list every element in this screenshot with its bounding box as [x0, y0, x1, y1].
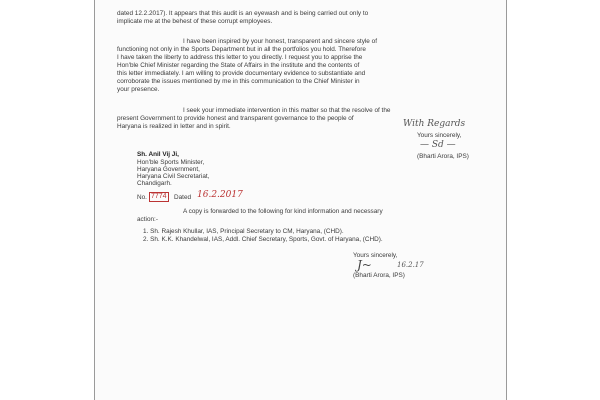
text-line: this letter immediately. I am willing to provide documentary evidence to substantiate and	[117, 70, 366, 77]
handwritten-regards: With Regards	[403, 119, 466, 129]
text-line: functioning not only in the Sports Department but in all the portfolios you hold. Therefore	[117, 46, 366, 53]
text-line: Hon'ble Chief Minister regarding the State of Affairs in the institute and the contents of	[117, 62, 360, 69]
text-line: corroborate the issues mentioned by me in this communication to the Chief Minister in	[117, 78, 360, 85]
addressee-line: Hon'ble Sports Minister,	[137, 159, 205, 166]
signatory-name: (Bharti Arora, IPS)	[353, 272, 405, 279]
text-line: dated 12.2.2017). It appears that this audit is an eyewash and is being carried out only to	[117, 10, 369, 17]
text-line: implicate me at the behest of these corrupt employees.	[117, 18, 273, 25]
copy-item: 1. Sh. Rajesh Khullar, IAS, Principal Secretary to CM, Haryana, (CHD).	[143, 228, 344, 235]
addressee-line: Chandigarh.	[137, 180, 172, 187]
dated-label: Dated	[174, 194, 192, 201]
closing-text: Yours sincerely,	[353, 252, 398, 259]
closing-text: Yours sincerely,	[417, 132, 462, 139]
text-line: I have taken the liberty to address this letter to you directly. I request you to apprise the	[117, 54, 363, 61]
addressee-line: Sh. Anil Vij Ji,	[137, 151, 179, 158]
scan-border-right	[506, 0, 507, 400]
dated-value: 16.2.2017	[197, 190, 243, 200]
signature-mark: — Sd —	[420, 140, 456, 150]
signature-date: 16.2.17	[397, 261, 424, 269]
no-label: No.	[137, 194, 147, 201]
text-line: I have been inspired by your honest, transparent and sincere style of	[183, 38, 377, 45]
signatory-name: (Bharti Arora, IPS)	[417, 153, 469, 160]
text-line: Haryana is realized in letter and in spirit.	[117, 123, 231, 130]
text-line: I seek your immediate intervention in this matter so that the resolve of the	[183, 107, 391, 114]
text-line: present Government to provide honest and transparent governance to the people of	[117, 115, 354, 122]
no-value-stamp: 7774	[151, 193, 167, 200]
signature-scribble: J~	[357, 258, 372, 272]
letter-page	[95, 0, 506, 400]
addressee-line: Haryana Civil Secretariat,	[137, 173, 210, 180]
text-line: your presence.	[117, 86, 160, 93]
text-line: A copy is forwarded to the following for kind information and necessary	[183, 208, 383, 215]
text-line: action:-	[137, 216, 158, 223]
copy-item: 2. Sh. K.K. Khandelwal, IAS, Addl. Chief Secretary, Sports, Govt. of Haryana, (CHD).	[143, 236, 383, 243]
addressee-line: Haryana Government,	[137, 166, 200, 173]
